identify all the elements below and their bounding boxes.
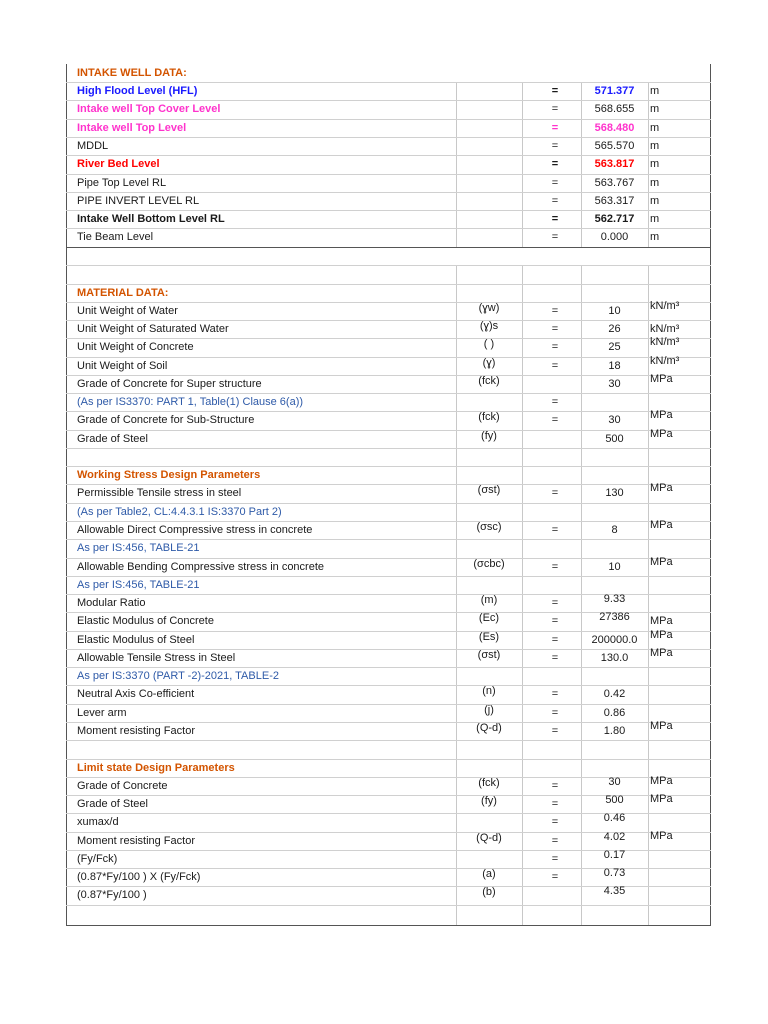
row-value: 0.000: [600, 231, 629, 243]
spreadsheet-grid: [66, 64, 711, 926]
row-label: Moment resisting Factor: [77, 835, 195, 847]
row-unit: MPa: [650, 482, 673, 494]
row-value: 1.80: [603, 725, 626, 737]
section-heading: Working Stress Design Parameters: [77, 469, 261, 481]
equals-sign: =: [551, 524, 559, 536]
table-row: [66, 868, 711, 886]
row-value: 500: [605, 794, 624, 806]
equals-sign: =: [551, 871, 559, 883]
row-label: (As per IS3370: PART 1, Table(1) Clause 6(a)): [77, 396, 304, 408]
table-row: [66, 320, 711, 338]
equals-sign: =: [551, 780, 559, 792]
row-value: 0.42: [603, 688, 626, 700]
row-value: 563.817: [594, 158, 635, 170]
row-unit: m: [650, 231, 660, 243]
lsd-heading-row: [66, 759, 711, 777]
equals-sign: =: [551, 561, 559, 573]
row-symbol: (fck): [478, 777, 500, 789]
row-value: 26: [608, 323, 621, 335]
row-label: Unit Weight of Water: [77, 305, 178, 317]
equals-sign: =: [551, 195, 559, 207]
row-value: 562.717: [594, 213, 635, 225]
row-unit: m: [650, 195, 660, 207]
row-unit: kN/m³: [650, 323, 680, 335]
equals-sign: =: [551, 652, 559, 664]
row-label: As per IS:456, TABLE-21: [77, 579, 200, 591]
grid-row-line: [66, 247, 711, 248]
table-row: [66, 357, 711, 375]
row-unit: MPa: [650, 647, 673, 659]
row-symbol: (a): [482, 868, 496, 880]
row-label: Grade of Concrete for Super structure: [77, 378, 262, 390]
row-label: Allowable Bending Compressive stress in concrete: [77, 561, 325, 573]
row-label: Grade of Steel: [77, 798, 148, 810]
row-value: 27386: [599, 611, 630, 623]
table-row: [66, 521, 711, 539]
row-label: Pipe Top Level RL: [77, 177, 167, 189]
material-heading-row: [66, 284, 711, 302]
row-label: Allowable Direct Compressive stress in concrete: [77, 524, 313, 536]
equals-sign: =: [551, 688, 559, 700]
row-symbol: (Q-d): [476, 722, 502, 734]
row-label: Lever arm: [77, 707, 127, 719]
table-row: [66, 100, 711, 118]
table-row: [66, 228, 711, 246]
row-label: MDDL: [77, 140, 109, 152]
row-symbol: (ɣ)s: [479, 320, 499, 332]
row-unit: m: [650, 85, 660, 97]
row-symbol: (Ec): [478, 612, 500, 624]
section-heading: Limit state Design Parameters: [77, 762, 235, 774]
equals-sign: =: [551, 615, 559, 627]
row-unit: MPa: [650, 775, 673, 787]
row-symbol: (ɣ): [482, 357, 496, 369]
row-symbol: (σst): [477, 484, 501, 496]
table-row: [66, 430, 711, 448]
row-value: 130.0: [600, 652, 629, 664]
table-row: [66, 539, 711, 557]
equals-sign: =: [551, 396, 559, 408]
row-symbol: (b): [482, 886, 496, 898]
row-symbol: (n): [482, 685, 496, 697]
row-unit: m: [650, 158, 660, 170]
row-label: Elastic Modulus of Steel: [77, 634, 195, 646]
row-value: 500: [605, 433, 624, 445]
equals-sign: =: [551, 360, 559, 372]
row-unit: m: [650, 177, 660, 189]
row-label: Intake well Top Level: [77, 122, 187, 134]
table-row: [66, 302, 711, 320]
row-symbol: (σsc): [476, 521, 502, 533]
table-row: [66, 594, 711, 612]
equals-sign: =: [551, 487, 559, 499]
table-row: [66, 886, 711, 904]
table-row: [66, 155, 711, 173]
equals-sign: =: [551, 853, 559, 865]
table-row: [66, 210, 711, 228]
section-heading: INTAKE WELL DATA:: [77, 67, 187, 79]
equals-sign: =: [551, 835, 559, 847]
row-unit: MPa: [650, 428, 673, 440]
row-value: 4.35: [603, 885, 626, 897]
row-label: (As per Table2, CL:4.4.3.1 IS:3370 Part 2): [77, 506, 282, 518]
row-value: 30: [608, 378, 621, 390]
row-label: Modular Ratio: [77, 597, 146, 609]
row-unit: MPa: [650, 830, 673, 842]
row-label: Grade of Steel: [77, 433, 148, 445]
row-unit: MPa: [650, 409, 673, 421]
row-label: Grade of Concrete: [77, 780, 168, 792]
row-symbol: (m): [480, 594, 498, 606]
row-value: 563.767: [594, 177, 635, 189]
equals-sign: =: [551, 122, 559, 134]
row-symbol: (ɣw): [478, 302, 500, 314]
row-unit: m: [650, 122, 660, 134]
row-label: Unit Weight of Soil: [77, 360, 168, 372]
row-label: As per IS:456, TABLE-21: [77, 542, 200, 554]
row-label: (Fy/Fck): [77, 853, 118, 865]
row-value: 0.86: [603, 707, 626, 719]
table-row: [66, 174, 711, 192]
row-unit: MPa: [650, 556, 673, 568]
row-label: Grade of Concrete for Sub-Structure: [77, 414, 255, 426]
row-label: Tie Beam Level: [77, 231, 154, 243]
table-row: [66, 667, 711, 685]
row-label: Allowable Tensile Stress in Steel: [77, 652, 236, 664]
wsd-heading-row: [66, 466, 711, 484]
equals-sign: =: [551, 177, 559, 189]
table-row: [66, 119, 711, 137]
equals-sign: =: [551, 707, 559, 719]
equals-sign: =: [551, 597, 559, 609]
table-row: [66, 795, 711, 813]
row-label: (0.87*Fy/100 ) X (Fy/Fck): [77, 871, 201, 883]
row-label: Unit Weight of Concrete: [77, 341, 194, 353]
row-symbol: (σcbc): [473, 558, 505, 570]
row-value: 0.46: [603, 812, 626, 824]
equals-sign: =: [551, 634, 559, 646]
table-row: [66, 411, 711, 429]
row-symbol: (fck): [478, 411, 500, 423]
table-row: [66, 631, 711, 649]
table-row: [66, 649, 711, 667]
table-row: [66, 832, 711, 850]
row-label: xumax/d: [77, 816, 119, 828]
equals-sign: =: [551, 341, 559, 353]
row-symbol: (j): [484, 704, 494, 716]
row-unit: m: [650, 213, 660, 225]
row-unit: kN/m³: [650, 300, 680, 312]
row-value: 30: [608, 776, 621, 788]
row-symbol: (Q-d): [476, 832, 502, 844]
row-value: 25: [608, 341, 621, 353]
row-value: 10: [608, 305, 621, 317]
table-row: [66, 777, 711, 795]
equals-sign: =: [551, 140, 559, 152]
row-value: 9.33: [603, 593, 626, 605]
table-row: [66, 503, 711, 521]
row-value: 30: [608, 414, 621, 426]
equals-sign: =: [551, 414, 559, 426]
equals-sign: =: [551, 725, 559, 737]
grid-row-line: [66, 740, 711, 741]
row-value: 200000.0: [591, 634, 638, 646]
row-value: 0.73: [603, 867, 626, 879]
row-value: 18: [608, 360, 621, 372]
row-unit: kN/m³: [650, 355, 680, 367]
equals-sign: =: [551, 323, 559, 335]
row-value: 571.377: [594, 85, 635, 97]
table-row: [66, 722, 711, 740]
row-unit: kN/m³: [650, 336, 680, 348]
table-row: [66, 558, 711, 576]
table-row: [66, 82, 711, 100]
row-unit: m: [650, 103, 660, 115]
row-unit: MPa: [650, 793, 673, 805]
row-unit: m: [650, 140, 660, 152]
grid-bottom-border: [66, 925, 711, 926]
equals-sign: =: [551, 85, 559, 97]
table-row: [66, 685, 711, 703]
row-value: 130: [605, 487, 624, 499]
row-label: Intake well Top Cover Level: [77, 103, 221, 115]
table-row: [66, 704, 711, 722]
table-row: [66, 338, 711, 356]
row-symbol: (fy): [481, 795, 497, 807]
row-label: Permissible Tensile stress in steel: [77, 487, 242, 499]
row-unit: MPa: [650, 615, 673, 627]
grid-row-line: [66, 448, 711, 449]
row-label: (0.87*Fy/100 ): [77, 889, 147, 901]
row-unit: MPa: [650, 373, 673, 385]
table-row: [66, 850, 711, 868]
intake-heading-row: [66, 64, 711, 82]
row-unit: MPa: [650, 720, 673, 732]
grid-row-line: [66, 905, 711, 906]
table-row: [66, 612, 711, 630]
row-value: 10: [608, 561, 621, 573]
row-label: Neutral Axis Co-efficient: [77, 688, 195, 700]
row-symbol: (fy): [481, 430, 497, 442]
table-row: [66, 813, 711, 831]
row-label: Intake Well Bottom Level RL: [77, 213, 225, 225]
row-value: 563.317: [594, 195, 635, 207]
table-row: [66, 375, 711, 393]
equals-sign: =: [551, 213, 559, 225]
grid-row-line: [66, 265, 711, 266]
row-value: 0.17: [603, 849, 626, 861]
table-row: [66, 484, 711, 502]
row-label: PIPE INVERT LEVEL RL: [77, 195, 200, 207]
row-label: Elastic Modulus of Concrete: [77, 615, 214, 627]
equals-sign: =: [551, 103, 559, 115]
row-symbol: (σst): [477, 649, 501, 661]
row-label: Moment resisting Factor: [77, 725, 195, 737]
equals-sign: =: [551, 305, 559, 317]
equals-sign: =: [551, 158, 559, 170]
row-value: 568.655: [594, 103, 635, 115]
equals-sign: =: [551, 816, 559, 828]
section-heading: MATERIAL DATA:: [77, 287, 169, 299]
equals-sign: =: [551, 798, 559, 810]
row-label: High Flood Level (HFL): [77, 85, 198, 97]
table-row: [66, 192, 711, 210]
row-label: As per IS:3370 (PART -2)-2021, TABLE-2: [77, 670, 279, 682]
row-value: 568.480: [594, 122, 635, 134]
row-symbol: (fck): [478, 375, 500, 387]
row-value: 4.02: [603, 831, 626, 843]
row-value: 8: [611, 524, 618, 536]
row-symbol: ( ): [483, 338, 495, 350]
row-unit: MPa: [650, 519, 673, 531]
row-value: 565.570: [594, 140, 635, 152]
row-label: Unit Weight of Saturated Water: [77, 323, 229, 335]
table-row: [66, 576, 711, 594]
row-label: River Bed Level: [77, 158, 160, 170]
table-row: [66, 393, 711, 411]
row-unit: MPa: [650, 629, 673, 641]
row-symbol: (Es): [478, 631, 500, 643]
equals-sign: =: [551, 231, 559, 243]
table-row: [66, 137, 711, 155]
